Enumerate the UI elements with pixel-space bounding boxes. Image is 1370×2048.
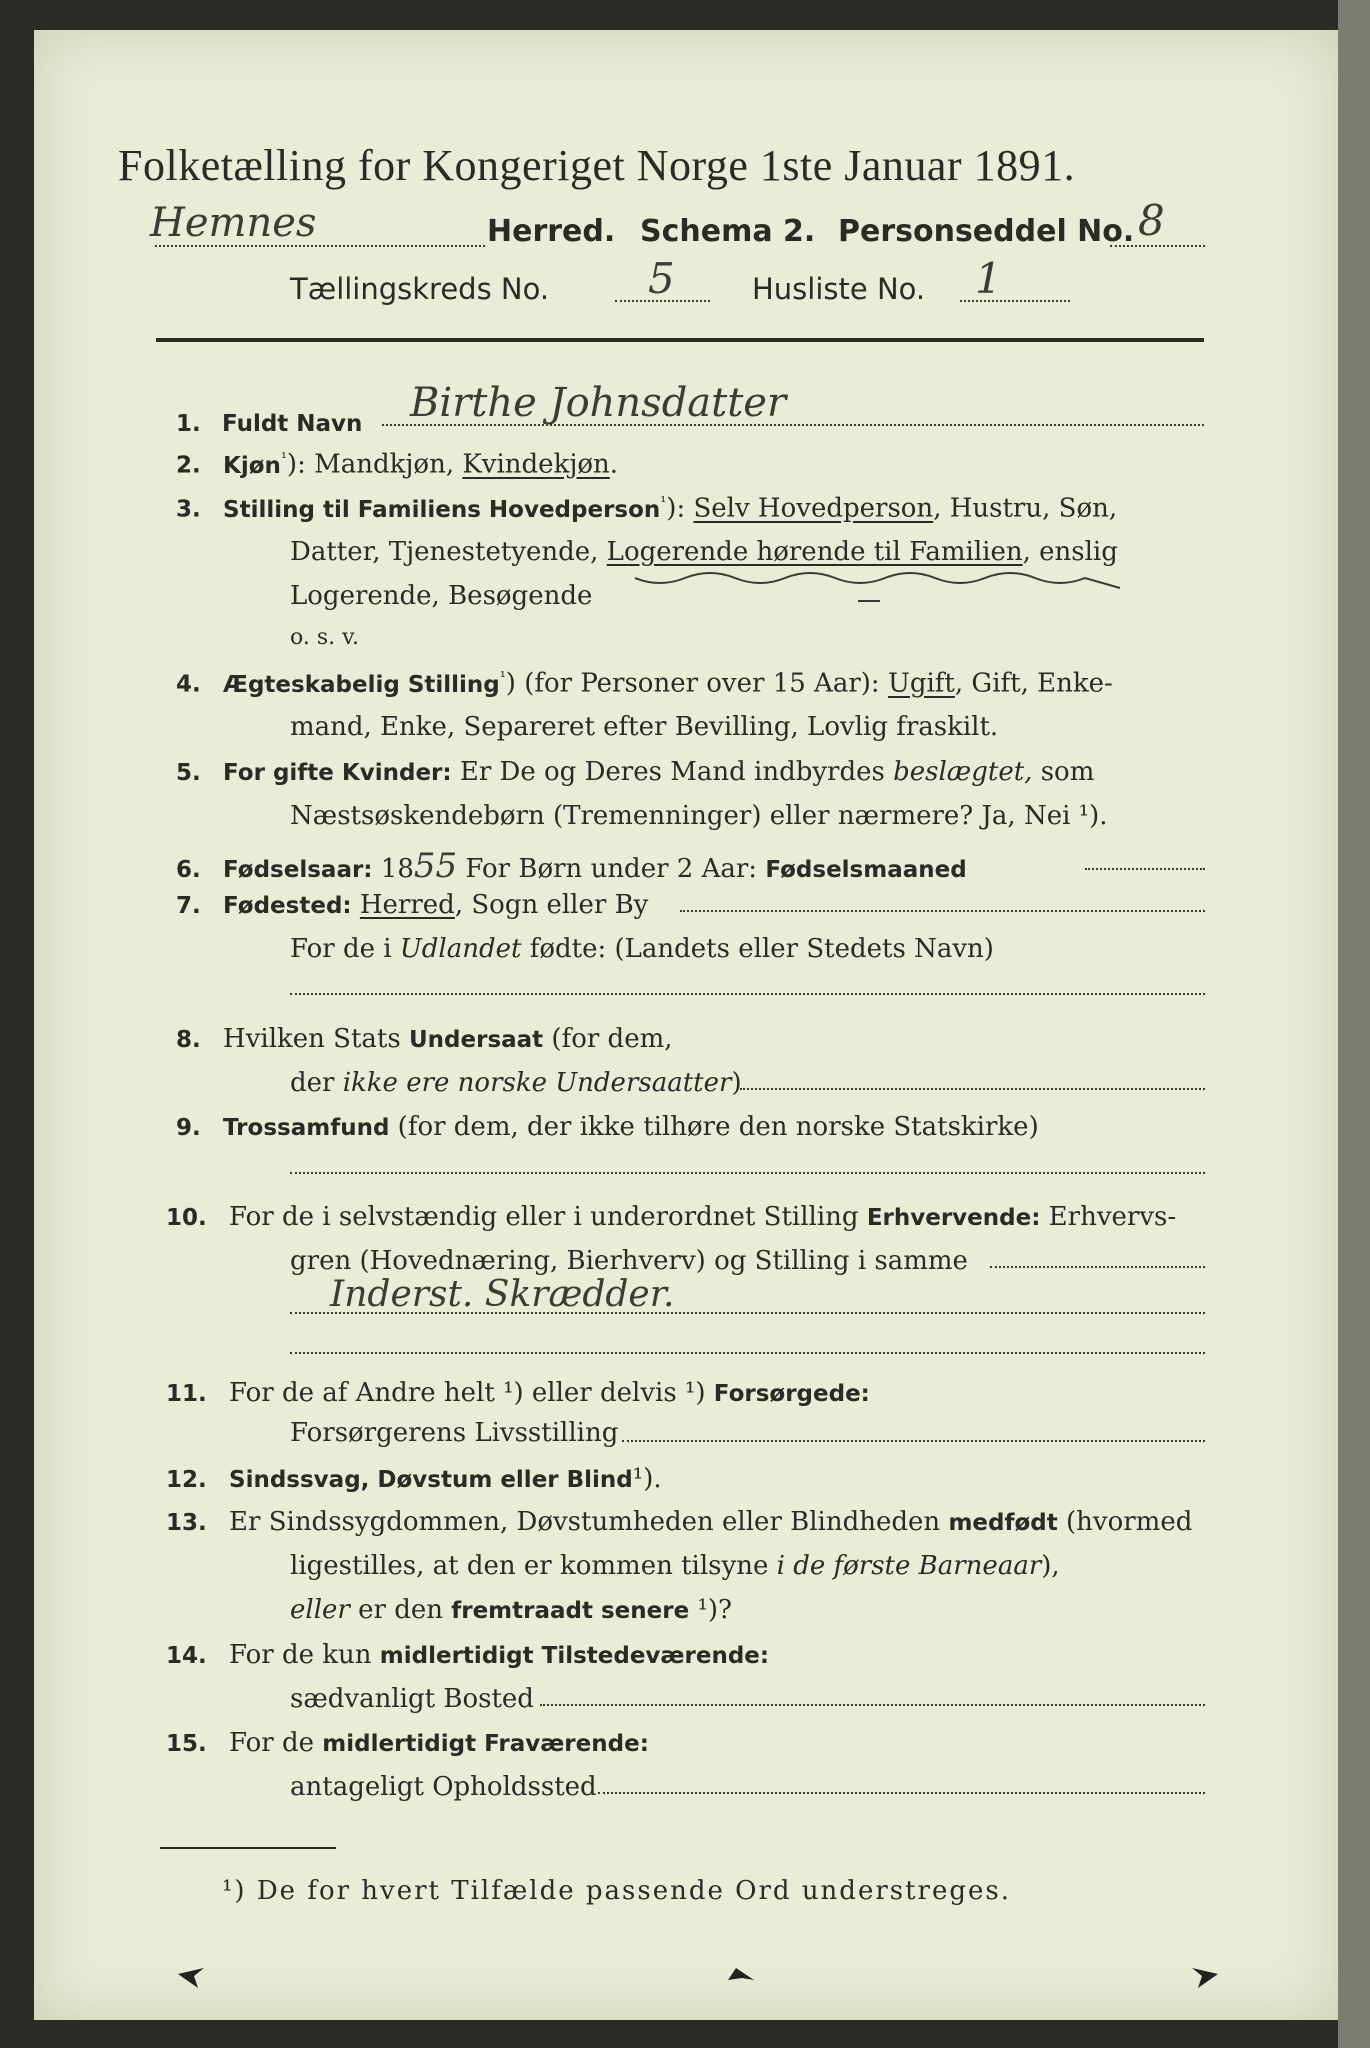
q14-text-a: For de kun	[229, 1640, 380, 1670]
footnote-rule	[160, 1847, 336, 1849]
q3-sup: ¹	[660, 493, 667, 511]
q3-text-a: ):	[666, 493, 694, 524]
q7-label: Fødested:	[223, 893, 352, 919]
husliste-number: 1	[975, 254, 1002, 303]
personseddel-number: 8	[1138, 196, 1165, 245]
q12-row	[166, 1464, 662, 1494]
q11-label: Forsørgede:	[713, 1381, 870, 1407]
q3-line2-c: , enslig	[1022, 537, 1118, 567]
q15-line2: antageligt Opholdssted	[290, 1772, 597, 1802]
q5-line2: Næstsøskendebørn (Tremenninger) eller nærmere? Ja, Nei ¹).	[290, 801, 1108, 831]
q8-line2-c: )	[731, 1068, 742, 1098]
q14-dotline	[540, 1704, 1205, 1706]
q13-number: 13.	[166, 1510, 207, 1536]
q10-dotline-3	[290, 1352, 1205, 1354]
form-title: Folketælling for Kongeriget Norge 1ste Januar 1891.	[118, 141, 1076, 190]
q3-line3: Logerende, Besøgende	[290, 581, 593, 611]
q13-line2-italic: i de første Barneaar	[776, 1551, 1042, 1581]
herred-handwritten: Hemnes	[150, 200, 317, 246]
q5-text-a: Er De og Deres Mand indbyrdes	[451, 757, 894, 787]
q7-number: 7.	[176, 893, 201, 919]
q2-text-a: ): Mandkjøn,	[286, 449, 463, 480]
q4-label: Ægteskabelig Stilling	[223, 671, 500, 698]
q11-line2: Forsørgerens Livsstilling	[290, 1418, 619, 1448]
q7-dotline	[680, 910, 1205, 912]
q6-label: Fødselsaar:	[223, 857, 373, 883]
q5-number: 5.	[176, 760, 201, 786]
q13-line2-c: ),	[1041, 1551, 1060, 1581]
q14-row	[166, 1640, 769, 1670]
q4-text-a: ) (for Personer over 15 Aar):	[505, 668, 888, 699]
q3-label: Stilling til Familiens Hovedperson	[223, 496, 661, 523]
q3-handwritten-wave-underline	[630, 568, 1130, 598]
q11-dotline	[622, 1440, 1205, 1442]
schema-label: Schema 2.	[640, 214, 816, 249]
q7-underlined-option: Herred	[359, 890, 455, 920]
q4-row	[176, 668, 1113, 699]
personseddel-dotline	[1110, 245, 1205, 247]
q9-row	[176, 1112, 1039, 1142]
q3-row	[176, 493, 1117, 524]
q7-line2	[290, 934, 994, 964]
q13-line3	[290, 1595, 732, 1625]
q13-line3-label: fremtraadt senere	[451, 1598, 690, 1624]
q12-label: Sindssvag, Døvstum eller Blind	[229, 1467, 633, 1493]
q7-text-c: , Sogn eller By	[454, 890, 649, 920]
q7-line2-a: For de i	[290, 934, 400, 964]
q15-dotline	[598, 1792, 1205, 1794]
q14-number: 14.	[166, 1643, 207, 1669]
q14-line2: sædvanligt Bosted	[290, 1684, 534, 1714]
registration-mark-left	[176, 1966, 206, 1990]
husliste-dotline	[960, 300, 1070, 302]
q9-dotline	[290, 1172, 1205, 1174]
q3-text-c: , Hustru, Søn,	[933, 493, 1118, 524]
q4-text-c: , Gift, Enke-	[954, 668, 1113, 699]
q8-line2-a: der	[290, 1068, 343, 1098]
q8-line2	[290, 1068, 742, 1098]
q6-number: 6.	[176, 857, 201, 883]
q13-label: medfødt	[948, 1510, 1058, 1536]
q8-label: Undersaat	[408, 1027, 544, 1053]
q2-sup: ¹	[280, 449, 287, 467]
q15-text-a: For de	[229, 1728, 323, 1758]
q8-number: 8.	[176, 1027, 201, 1053]
q10-answer-occupation: Inderst. Skrædder.	[330, 1274, 675, 1315]
q15-row	[166, 1728, 649, 1758]
q1-label: Fuldt Navn	[222, 411, 363, 437]
q6-birthyear-answer: 55	[413, 846, 458, 886]
q10-label: Erhvervende:	[866, 1205, 1041, 1231]
q13-line2	[290, 1551, 1060, 1581]
q8-dotline	[740, 1088, 1205, 1090]
q1-dotline	[382, 424, 1204, 426]
q11-number: 11.	[166, 1381, 207, 1407]
q7-dotline-2	[290, 993, 1205, 995]
q13-text-a: Er Sindssygdommen, Døvstumheden eller Blindheden	[229, 1507, 949, 1537]
q3-underlined-option: Selv Hovedperson	[693, 493, 934, 524]
header-rule	[156, 338, 1204, 342]
q3-line2-underlined: Logerende hørende til Familien	[606, 537, 1023, 567]
q9-number: 9.	[176, 1115, 201, 1141]
q7-line2-italic: Udlandet	[399, 934, 522, 964]
q6-row	[176, 846, 967, 886]
q1-answer-name: Birthe Johnsdatter	[410, 380, 787, 426]
q10-dotline-2	[290, 1312, 1205, 1314]
q3-line4: o. s. v.	[290, 625, 359, 650]
q15-number: 15.	[166, 1731, 207, 1757]
taellingskreds-dotline	[615, 300, 710, 302]
q15-label: midlertidigt Fraværende:	[322, 1731, 649, 1757]
q7-text-a	[352, 890, 360, 920]
q7-row	[176, 890, 648, 920]
q9-text-a: (for dem, der ikke tilhøre den norske Statskirke)	[389, 1112, 1039, 1142]
q13-line3-italic: eller	[290, 1595, 350, 1625]
q3-line2	[290, 537, 1118, 567]
q3-number: 3.	[176, 496, 201, 523]
q6-dotline	[1085, 868, 1205, 870]
footnote: ¹) De for hvert Tilfælde passende Ord understreges.	[222, 1876, 1012, 1906]
q8-row	[176, 1024, 673, 1054]
personseddel-label: Personseddel No.	[838, 214, 1135, 249]
q6-text-b: For Børn under 2 Aar:	[457, 854, 766, 884]
q8-text-a: Hvilken Stats	[223, 1024, 409, 1054]
taellingskreds-label: Tællingskreds No.	[290, 272, 550, 306]
q5-label: For gifte Kvinder:	[223, 760, 452, 786]
q4-sup: ¹	[499, 668, 506, 686]
q10-number: 10.	[166, 1205, 207, 1231]
scan-edge	[1338, 0, 1370, 2048]
herred-label: Herred.	[487, 214, 616, 249]
q4-number: 4.	[176, 671, 201, 698]
q13-text-b: (hvormed	[1057, 1507, 1193, 1537]
q11-text-a: For de af Andre helt ¹) eller delvis ¹)	[229, 1378, 714, 1408]
q5-italic: beslægtet,	[893, 757, 1033, 787]
q10-row	[166, 1202, 1176, 1232]
q4-line2: mand, Enke, Separeret efter Bevilling, Lovlig fraskilt.	[290, 712, 999, 742]
q13-line3-c: ¹)?	[689, 1595, 732, 1625]
q8-text-b: (for dem,	[543, 1024, 673, 1054]
q6-text-a: 18	[372, 854, 414, 884]
q7-line2-c: fødte: (Landets eller Stedets Navn)	[521, 934, 994, 964]
q10-line2: gren (Hovednæring, Bierhverv) og Stilling i samme	[290, 1246, 968, 1276]
q13-line3-b: er den	[349, 1595, 452, 1625]
q10-dotline	[990, 1266, 1205, 1268]
q2-label: Kjøn	[223, 452, 281, 479]
q2-number: 2.	[176, 452, 201, 479]
q14-label: midlertidigt Tilstedeværende:	[379, 1643, 770, 1669]
q3-line2-a: Datter, Tjenestetyende,	[290, 537, 607, 567]
registration-mark-center	[726, 1966, 756, 1990]
q2-row	[176, 449, 618, 480]
q13-line2-a: ligestilles, at den er kommen tilsyne	[290, 1551, 777, 1581]
q12-text-a: ¹).	[632, 1464, 662, 1494]
q5-row	[176, 757, 1094, 787]
q12-number: 12.	[166, 1467, 207, 1493]
q10-text-b: Erhvervs-	[1040, 1202, 1177, 1232]
q3-handwritten-dash	[858, 600, 880, 602]
q11-row	[166, 1378, 870, 1408]
herred-dotline	[155, 245, 485, 247]
taellingskreds-number: 5	[648, 254, 675, 303]
q13-row	[166, 1507, 1192, 1537]
q6-label2: Fødselsmaaned	[765, 857, 967, 883]
husliste-label: Husliste No.	[752, 272, 926, 306]
q9-label: Trossamfund	[223, 1115, 390, 1141]
q8-line2-italic: ikke ere norske Undersaatter	[342, 1068, 732, 1098]
q2-underlined-option: Kvindekjøn	[462, 449, 610, 480]
q5-text-c: som	[1032, 757, 1095, 787]
registration-mark-right	[1190, 1966, 1220, 1990]
q1-number: 1.	[176, 411, 201, 437]
q4-underlined-option: Ugift	[887, 668, 955, 699]
q2-text-c: .	[609, 449, 619, 480]
q10-text-a: For de i selvstændig eller i underordnet Stilling	[229, 1202, 867, 1232]
